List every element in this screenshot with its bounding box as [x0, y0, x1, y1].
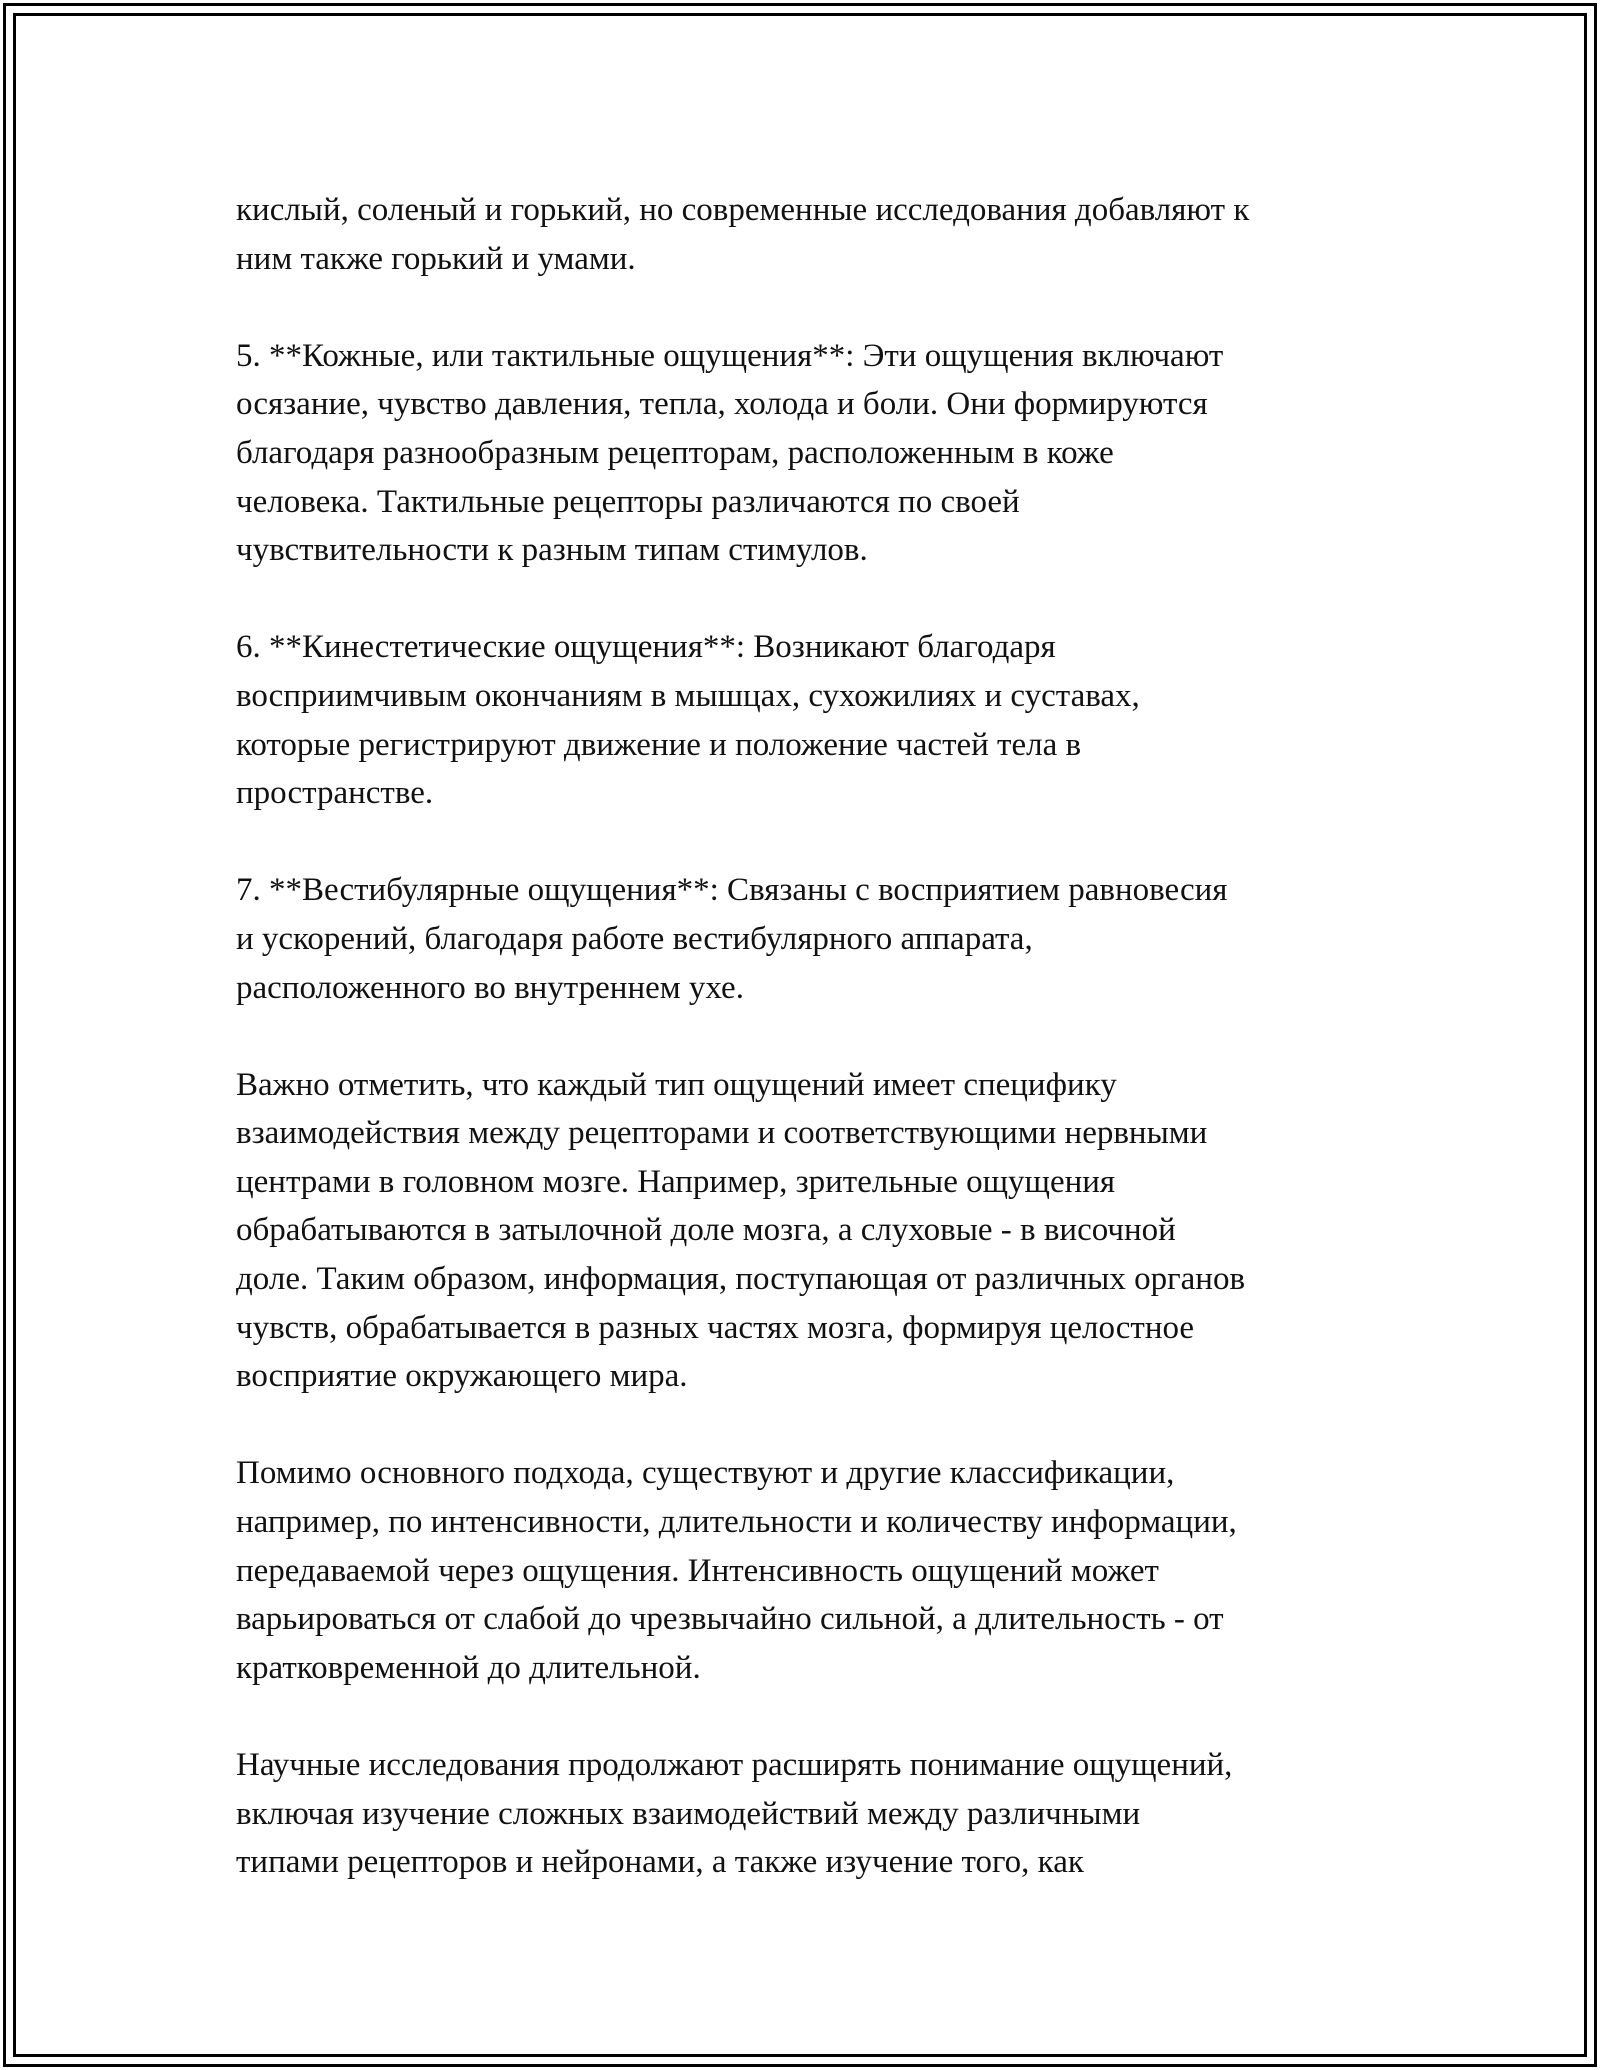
- text-line: 5. **Кожные, или тактильные ощущения**: Эти ощущения включают: [236, 337, 1224, 374]
- text-line: кислый, соленый и горький, но современные исследования добавляют к: [236, 192, 1250, 228]
- text-line: благодаря разнообразным рецепторам, расположенным в коже: [236, 434, 1114, 471]
- paragraph-taste-continuation: [236, 186, 1376, 283]
- text-line: Важно отметить, что каждый тип ощущений имеет специфику: [236, 1066, 1117, 1103]
- text-line: чувствительности к разным типам стимулов.: [236, 532, 868, 569]
- text-line: пространстве.: [236, 775, 434, 812]
- text-line: типами рецепторов и нейронами, а также изучение того, как: [236, 1844, 1084, 1881]
- text-line: включая изучение сложных взаимодействий между различными: [236, 1795, 1141, 1832]
- text-line: центрами в головном мозге. Например, зрительные ощущения: [236, 1163, 1116, 1200]
- text-line: ним также горький и умами.: [236, 240, 636, 277]
- text-line: Помимо основного подхода, существуют и другие классификации,: [236, 1455, 1175, 1492]
- text-line: восприимчивым окончаниям в мышцах, сухожилиях и суставах,: [236, 677, 1140, 714]
- text-line: например, по интенсивности, длительности и количеству информации,: [236, 1504, 1237, 1541]
- text-line: которые регистрируют движение и положение частей тела в: [236, 726, 1082, 763]
- text-line: варьироваться от слабой до чрезвычайно сильной, а длительность - от: [236, 1601, 1224, 1638]
- paragraph-brain-processing: [236, 1061, 1376, 1401]
- text-line: обрабатываются в затылочной доле мозга, а слуховые - в височной: [236, 1212, 1176, 1249]
- text-line: Научные исследования продолжают расширять понимание ощущений,: [236, 1747, 1233, 1783]
- document-body: [236, 186, 1376, 1935]
- text-line: кратковременной до длительной.: [236, 1649, 701, 1686]
- text-line: осязание, чувство давления, тепла, холода и боли. Они формируются: [236, 386, 1208, 423]
- paragraph-item-7-vestibular: [236, 866, 1376, 1012]
- paragraph-research: [236, 1741, 1376, 1887]
- text-line: 6. **Кинестетические ощущения**: Возникают благодаря: [236, 629, 1056, 666]
- text-line: 7. **Вестибулярные ощущения**: Связаны с восприятием равновесия: [236, 872, 1228, 909]
- paragraph-item-5-tactile: [236, 332, 1376, 575]
- text-line: чувств, обрабатывается в разных частях мозга, формируя целостное: [236, 1309, 1195, 1346]
- paragraph-item-6-kinesthetic: [236, 623, 1376, 817]
- text-line: доле. Таким образом, информация, поступающая от различных органов: [236, 1261, 1246, 1298]
- text-line: и ускорений, благодаря работе вестибулярного аппарата,: [236, 920, 1033, 957]
- text-line: взаимодействия между рецепторами и соответствующими нервными: [236, 1115, 1208, 1152]
- text-line: человека. Тактильные рецепторы различаются по своей: [236, 483, 1020, 520]
- text-line: расположенного во внутреннем ухе.: [236, 969, 744, 1006]
- text-line: передаваемой через ощущения. Интенсивность ощущений может: [236, 1552, 1159, 1589]
- text-line: восприятие окружающего мира.: [236, 1358, 688, 1395]
- paragraph-other-classifications: [236, 1449, 1376, 1692]
